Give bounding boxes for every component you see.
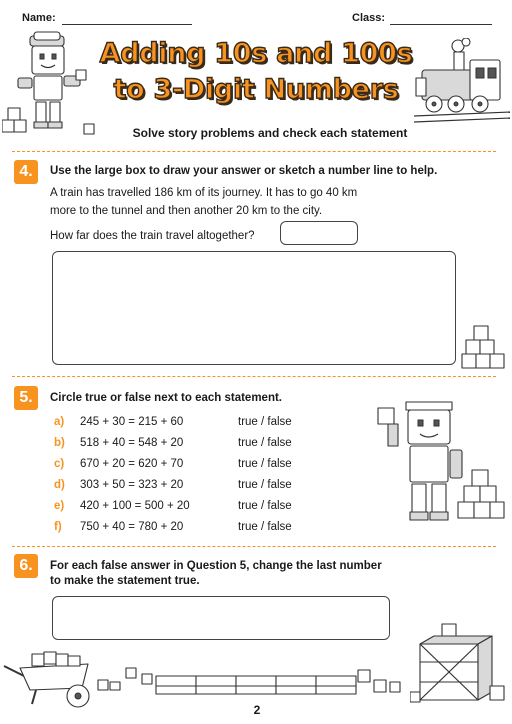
question-6-instruction-line-1: For each false answer in Question 5, change the last number (50, 560, 382, 572)
statement-letter: b) (54, 437, 65, 449)
statement-letter: d) (54, 479, 65, 491)
title-line-1: Adding 10s and 100s (99, 38, 413, 69)
question-4-instruction: Use the large box to draw your answer or sketch a number line to help. (50, 165, 438, 177)
statement-letter: a) (54, 416, 65, 428)
robot-builder-icon (376, 398, 506, 530)
true-false-choice[interactable]: true / false (238, 521, 292, 533)
question-4-prompt: How far does the train travel altogether? (50, 230, 255, 242)
question-6-instruction-line-2: to make the statement true. (50, 575, 200, 587)
statement-row (54, 454, 314, 475)
name-field[interactable] (62, 24, 192, 25)
statement-expression: 750 + 40 = 780 + 20 (80, 521, 184, 533)
statement-row (54, 496, 314, 517)
statement-row (54, 412, 314, 433)
statement-row (54, 475, 314, 496)
subtitle: Solve story problems and check each statement (132, 126, 408, 140)
divider (12, 376, 496, 377)
true-false-choice[interactable]: true / false (238, 500, 292, 512)
statement-letter: f) (54, 521, 62, 533)
cube-stack-icon (460, 324, 506, 370)
question-4-story-line-1: A train has travelled 186 km of its journey. It has to go 40 km (50, 187, 358, 199)
statement-expression: 420 + 100 = 500 + 20 (80, 500, 190, 512)
question-5-number: 5. (14, 386, 38, 410)
class-label: Class: (352, 12, 386, 24)
true-false-choice[interactable]: true / false (238, 458, 292, 470)
question-5-instruction: Circle true or false next to each statement. (50, 392, 282, 404)
statement-row (54, 517, 314, 538)
wheelbarrow-icon (2, 646, 102, 708)
question-4-number: 4. (14, 160, 38, 184)
true-false-choice[interactable]: true / false (238, 479, 292, 491)
name-label: Name: (22, 12, 56, 24)
divider (12, 151, 496, 152)
statement-expression: 670 + 20 = 620 + 70 (80, 458, 184, 470)
class-field[interactable] (390, 24, 492, 25)
divider (12, 546, 496, 547)
train-icon (414, 38, 510, 128)
question-6-number: 6. (14, 554, 38, 578)
question-6-answer-box[interactable] (52, 596, 390, 640)
statement-expression: 303 + 50 = 323 + 20 (80, 479, 184, 491)
statement-letter: e) (54, 500, 65, 512)
true-false-choice[interactable]: true / false (238, 416, 292, 428)
crate-icon (410, 622, 508, 714)
question-4-story-line-2: more to the tunnel and then another 20 km to the city. (50, 205, 323, 217)
question-4-working-box[interactable] (52, 251, 456, 365)
title-line-2: to 3-Digit Numbers (113, 74, 399, 105)
statement-letter: c) (54, 458, 65, 470)
page-number: 2 (253, 703, 261, 717)
true-false-choice[interactable]: true / false (238, 437, 292, 449)
statement-row (54, 433, 314, 454)
question-4-answer-field[interactable] (280, 221, 358, 245)
statement-expression: 245 + 30 = 215 + 60 (80, 416, 184, 428)
brick-wall-icon (96, 666, 412, 696)
statement-expression: 518 + 40 = 548 + 20 (80, 437, 184, 449)
robot-builder-icon (2, 30, 102, 140)
